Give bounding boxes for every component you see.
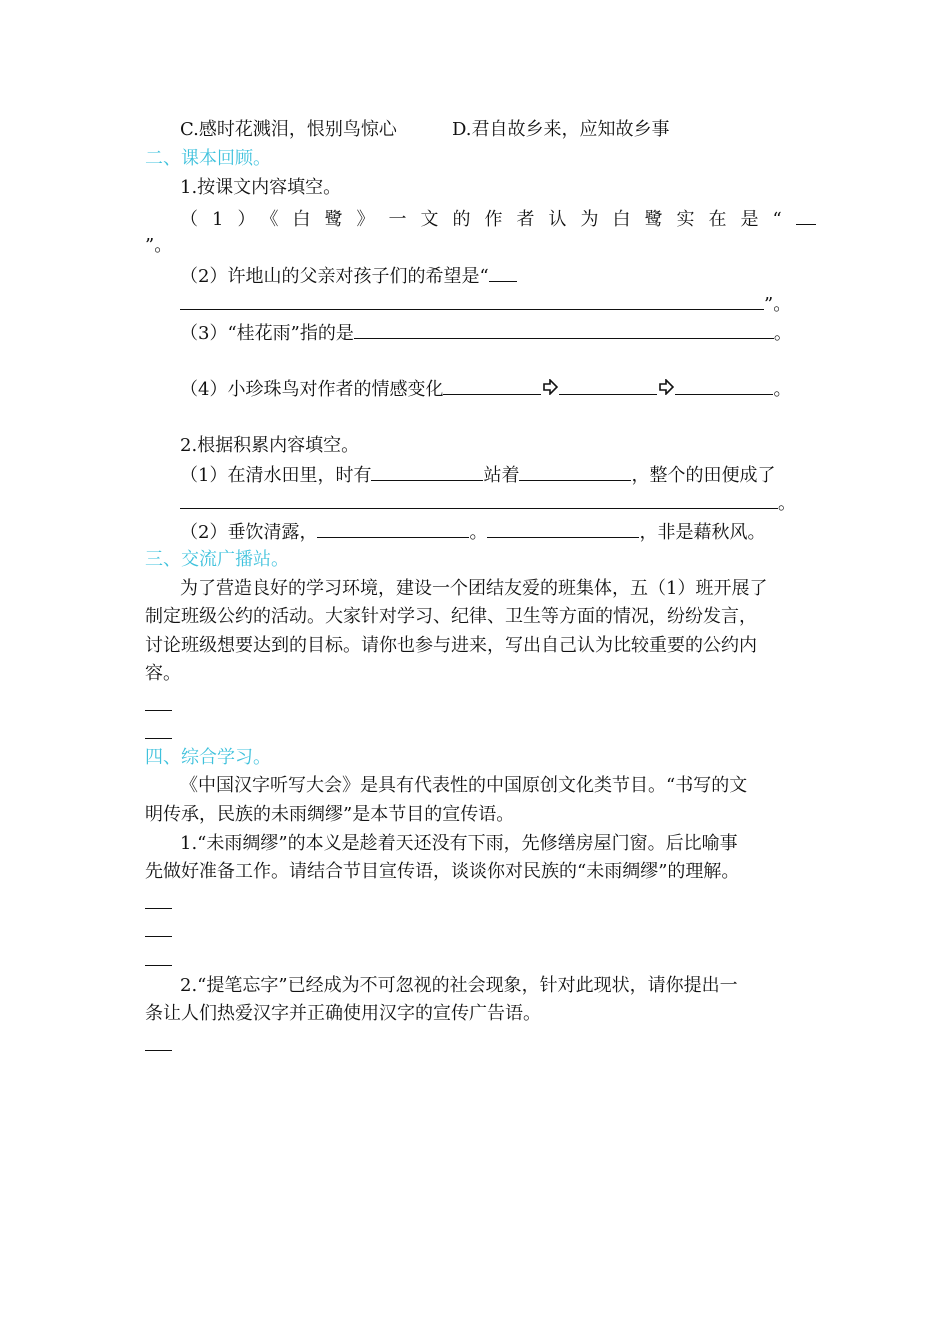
section4-title: 四、综合学习。 (145, 747, 271, 768)
s2-q2-item1: （1）在清水田里，时有 站着 ，整个的田便成了 (180, 462, 775, 488)
section3-title: 三、交流广播站。 (145, 549, 289, 570)
answer-line[interactable] (145, 908, 172, 909)
blank[interactable] (487, 519, 639, 538)
blank[interactable] (443, 376, 541, 395)
s4-q2-line-1: 2.“提笔忘字”已经成为不可忽视的社会现象，针对此现状，请你提出一 (180, 975, 738, 996)
s3-line-2: 制定班级公约的活动。大家针对学习、纪律、卫生等方面的情况，纷纷发言， (145, 606, 757, 627)
s4-intro-2: 明传承，民族的未雨绸缪”是本节目的宣传语。 (145, 804, 515, 825)
s2-q2-label: 2.根据积累内容填空。 (180, 435, 360, 456)
blank[interactable] (675, 376, 773, 395)
blank[interactable] (519, 462, 631, 481)
s4-q1-line-2: 先做好准备工作。请结合节目宣传语，谈谈你对民族的“未雨绸缪”的理解。 (145, 861, 740, 882)
s4-q2-line-2: 条让人们热爱汉字并正确使用汉字的宣传广告语。 (145, 1003, 541, 1024)
blank[interactable] (317, 519, 469, 538)
answer-line[interactable] (145, 1050, 172, 1051)
s3-line-4: 容。 (145, 663, 181, 684)
blank[interactable] (180, 291, 764, 310)
s2-q1-item1-end: ”。 (145, 235, 173, 256)
blank[interactable] (796, 206, 816, 225)
s2-q1-item4: （4）小珍珠鸟对作者的情感变化 。 (180, 376, 791, 402)
s2-q2-item1-cont: 。 (180, 490, 796, 516)
s4-q1-line-1: 1.“未雨绸缪”的本义是趁着天还没有下雨，先修缮房屋门窗。后比喻事 (180, 833, 738, 854)
answer-line[interactable] (145, 710, 172, 711)
s2-q1-label: 1.按课文内容填空。 (180, 177, 342, 198)
option-d: D.君自故乡来，应知故乡事 (452, 119, 670, 140)
s2-q1-item1: （1）《白鹭》一文的作者认为白鹭实在是“ (180, 206, 816, 232)
s2-q1-item2: （2）许地山的父亲对孩子们的希望是“ (180, 263, 517, 289)
answer-line[interactable] (145, 738, 172, 739)
blank[interactable] (559, 376, 657, 395)
blank[interactable] (371, 462, 483, 481)
s3-line-1: 为了营造良好的学习环境，建设一个团结友爱的班集体，五（1）班开展了 (180, 578, 768, 599)
s2-q2-item2: （2）垂饮清露， 。 ，非是藉秋风。 (180, 519, 765, 545)
arrow-right-icon (657, 378, 675, 402)
blank[interactable] (489, 263, 517, 282)
option-c: C.感时花溅泪，恨别鸟惊心 (180, 119, 397, 140)
blank[interactable] (180, 490, 778, 509)
s2-q1-item3: （3）“桂花雨”指的是 。 (180, 320, 792, 346)
answer-line[interactable] (145, 936, 172, 937)
blank[interactable] (354, 320, 774, 339)
section2-title: 二、课本回顾。 (145, 148, 271, 169)
arrow-right-icon (541, 378, 559, 402)
s2-q1-item2-cont: ”。 (180, 291, 791, 317)
s3-line-3: 讨论班级想要达到的目标。请你也参与进来，写出自己认为比较重要的公约内 (145, 635, 757, 656)
answer-line[interactable] (145, 965, 172, 966)
s4-intro-1: 《中国汉字听写大会》是具有代表性的中国原创文化类节目。“书写的文 (180, 775, 748, 796)
